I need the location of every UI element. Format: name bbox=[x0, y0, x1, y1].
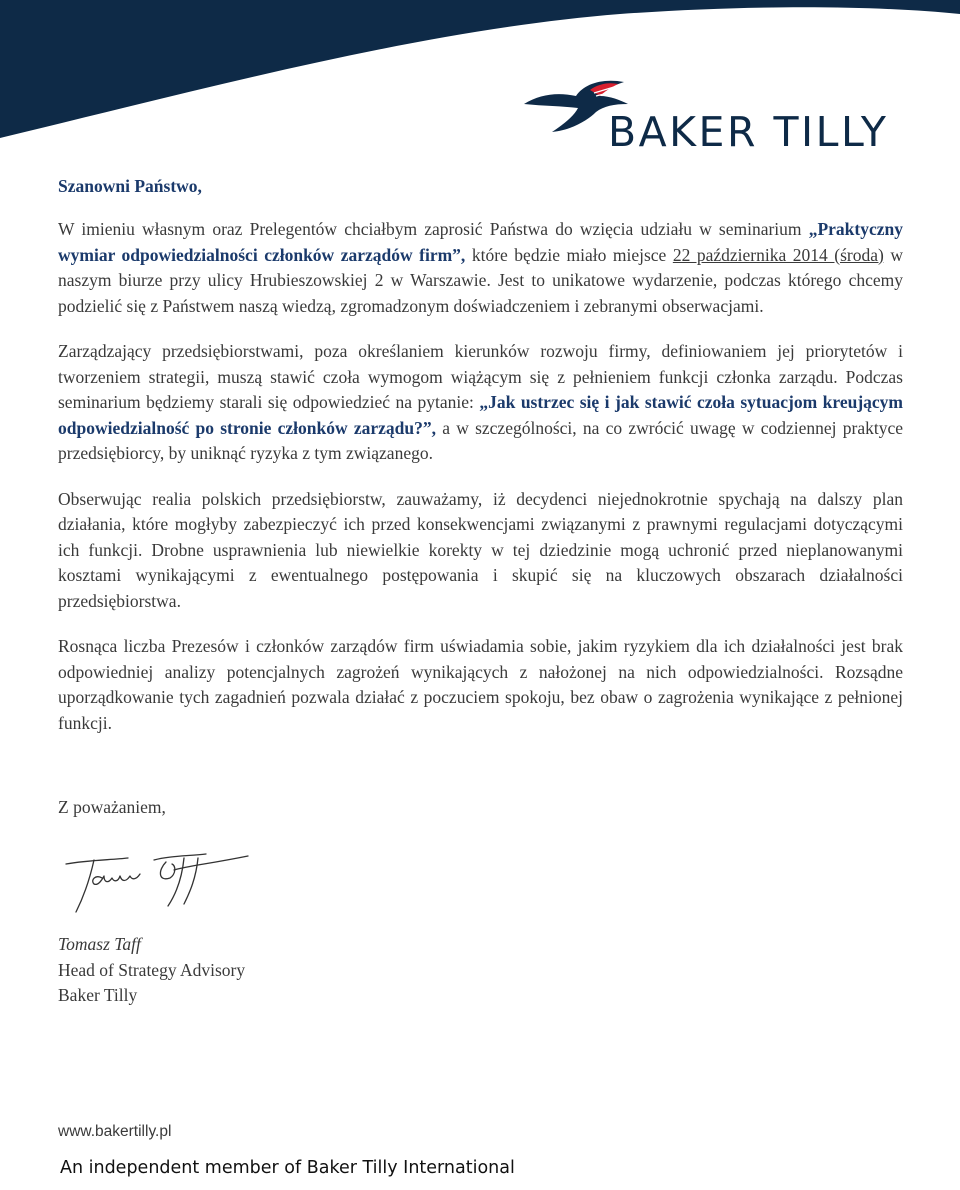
signer-title: Head of Strategy Advisory bbox=[58, 959, 246, 980]
seminar-question: „Jak ustrzec się i jak stawić czoła sytuacjom kreującym odpowiedzialność po stronie członków zarządu?”, bbox=[58, 392, 903, 438]
handwritten-signature bbox=[58, 848, 258, 918]
signer-company: Baker Tilly bbox=[58, 985, 138, 1005]
letter-body bbox=[58, 217, 903, 756]
baker-tilly-logo bbox=[524, 74, 914, 164]
paragraph-text: W imieniu własnym oraz Prelegentów chciałbym zaprosić Państwa do wzięcia udziału w seminarium bbox=[58, 219, 809, 239]
footer-tagline: An independent member of Baker Tilly International bbox=[60, 1158, 515, 1178]
seminar-title: „Praktyczny wymiar odpowiedzialności członków zarządów firm”, bbox=[58, 219, 903, 265]
event-date: 22 października 2014 (środa) bbox=[672, 244, 884, 265]
brand-name: BAKER TILLY bbox=[608, 108, 889, 156]
paragraph-text: w naszym biurze przy ulicy Hrubieszowskiej 2 w Warszawie. Jest to unikatowe wydarzenie, podczas którego chcemy podzielić się z Państwem naszą wiedzą, zgromadzonym doświadczeniem i zebranymi obserwacjami. bbox=[58, 244, 903, 316]
paragraph-text: Zarządzający przedsiębiorstwami, poza określaniem kierunków rozwoju firmy, definiowaniem jej priorytetów i tworzeniem strategii, muszą stawić czoła wymogom wiążącym się z pełnieniem funkcji członka zarządu. Podczas seminarium będziemy starali się odpowiedzieć na pytanie: bbox=[58, 341, 903, 412]
paragraph-topic bbox=[58, 339, 903, 467]
signer-name: Tomasz Taff bbox=[58, 934, 141, 954]
paragraph-text: które będzie miało miejsce bbox=[465, 244, 673, 265]
paragraph-observations: Obserwując realia polskich przedsiębiorstw, zauważamy, iż decydenci niejednokrotnie spychają na dalszy plan działania, które mogłyby zabezpieczyć ich przed konsekwencjami związanymi z prawnymi regulacjami dotyczącymi ich funkcji. Drobne usprawnienia lub niewielkie korekty w tej dziedzinie mogą uchronić przed nieplanowanymi kosztami wynikającymi z ewentualnego postępowania i skupić się na kluczowych obszarach działalności przedsiębiorstwa. bbox=[58, 488, 903, 611]
signer-block bbox=[58, 932, 245, 1009]
paragraph-risk: Rosnąca liczba Prezesów i członków zarządów firm uświadamia sobie, jakim ryzykiem dla ich działalności jest brak odpowiedniej analizy potencjalnych zagrożeń wynikających z nałożonej na nich odpowiedzialności. Rozsądne uporządkowanie tych zagadnień pozwala działać z poczuciem spokoju, bez obaw o zagrożenia wynikające z pełnionej funkcji. bbox=[58, 636, 903, 733]
website-link[interactable]: www.bakertilly.pl bbox=[58, 1123, 172, 1140]
greeting: Szanowni Państwo, bbox=[58, 176, 202, 196]
paragraph-invitation bbox=[58, 217, 903, 319]
paragraph-text: a w szczególności, na co zwrócić uwagę w codziennej praktyce przedsiębiorcy, by uniknąć ryzyka z tym związanego. bbox=[58, 417, 903, 463]
closing: Z poważaniem, bbox=[58, 797, 166, 817]
